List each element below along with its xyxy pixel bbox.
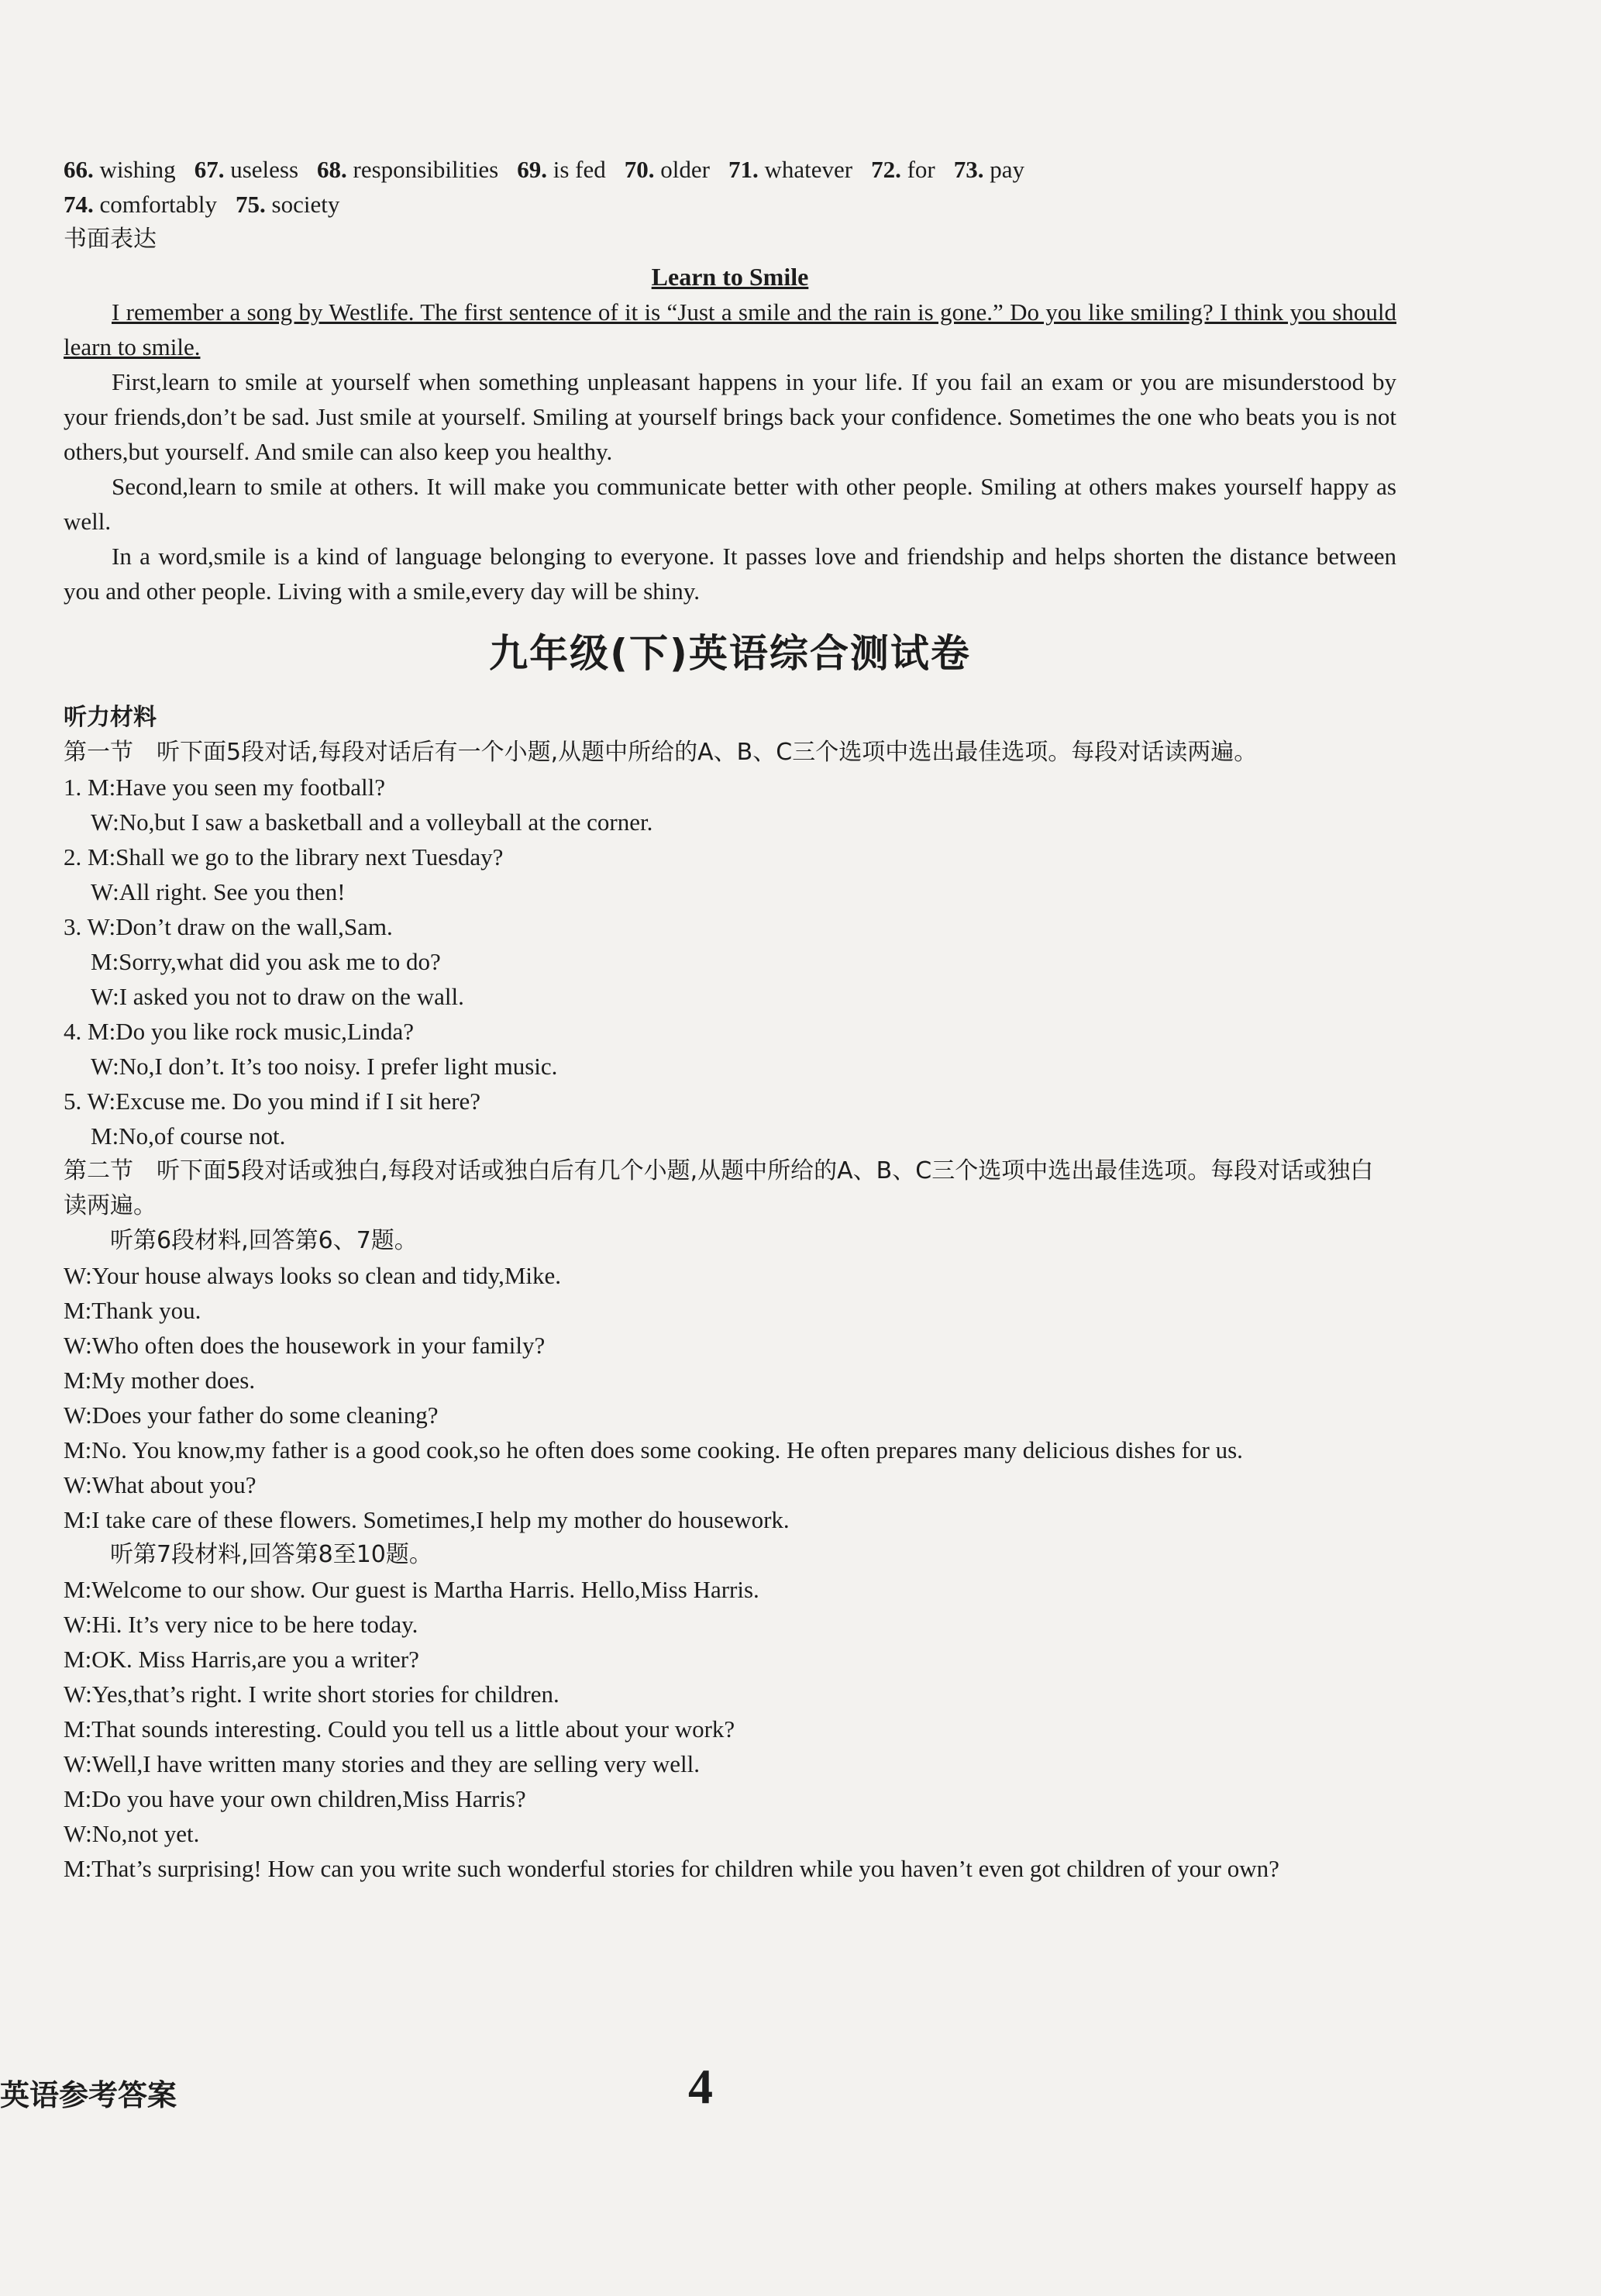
answer-row-1 bbox=[64, 152, 1396, 187]
dialogue-line: W:Yes,that’s right. I write short stories for children. bbox=[64, 1681, 559, 1708]
section-1-instructions: 第一节 听下面5段对话,每段对话后有一个小题,从题中所给的A、B、C三个选项中选出最佳选项。每段对话读两遍。 bbox=[64, 739, 1258, 766]
answer-number: 69. bbox=[517, 156, 547, 183]
answer-item bbox=[728, 156, 852, 183]
footer-label: 英语参考答案 bbox=[0, 2078, 177, 2112]
dialogue-line: W:I asked you not to draw on the wall. bbox=[91, 983, 464, 1010]
dialogue-line: M:My mother does. bbox=[64, 1367, 256, 1394]
answer-word: responsibilities bbox=[353, 156, 499, 183]
answer-word: wishing bbox=[99, 156, 176, 183]
dialogue-line: M:Thank you. bbox=[64, 1297, 201, 1324]
answer-item bbox=[317, 156, 498, 183]
dialogue-line: 2. M:Shall we go to the library next Tuesday? bbox=[64, 843, 504, 870]
section-2-instructions: 第二节 听下面5段对话或独白,每段对话或独白后有几个小题,从题中所给的A、B、C三个选项中选出最佳选项。每段对话或独白读两遍。 bbox=[64, 1157, 1374, 1219]
dialogue-line: M:That’s surprising! How can you write such wonderful stories for children while you haven’t even got children of your own? bbox=[64, 1855, 1279, 1882]
answer-item bbox=[64, 156, 176, 183]
material-7-note: 听第7段材料,回答第8至10题。 bbox=[110, 1541, 432, 1568]
material-6-dialogue bbox=[64, 1258, 1396, 1537]
answer-item bbox=[871, 156, 935, 183]
essay-paragraph-2: Second,learn to smile at others. It will make you communicate better with other people. Smiling at others makes yourself happy as well. bbox=[64, 473, 1396, 535]
answer-item bbox=[625, 156, 710, 183]
dialogue-line: W:All right. See you then! bbox=[91, 878, 346, 905]
answer-number: 68. bbox=[317, 156, 347, 183]
answer-number: 70. bbox=[624, 156, 655, 183]
answer-number: 72. bbox=[871, 156, 901, 183]
dialogue-line: 3. W:Don’t draw on the wall,Sam. bbox=[64, 913, 393, 940]
answer-word: is fed bbox=[553, 156, 606, 183]
answer-word: older bbox=[660, 156, 710, 183]
essay-paragraph-3: In a word,smile is a kind of language belonging to everyone. It passes love and friendship and helps shorten the distance between you and other people. Living with a smile,every day will be shiny. bbox=[64, 543, 1396, 605]
dialogue-line: W:Your house always looks so clean and tidy,Mike. bbox=[64, 1262, 562, 1289]
dialogue-line: 5. W:Excuse me. Do you mind if I sit here? bbox=[64, 1088, 481, 1115]
answer-number: 66. bbox=[64, 156, 94, 183]
dialogue-line: M:Welcome to our show. Our guest is Martha Harris. Hello,Miss Harris. bbox=[64, 1576, 759, 1603]
answer-word: useless bbox=[230, 156, 299, 183]
dialogue-line: M:Sorry,what did you ask me to do? bbox=[91, 948, 441, 975]
dialogue-line: W:No,not yet. bbox=[64, 1820, 200, 1847]
essay-title: Learn to Smile bbox=[651, 263, 809, 291]
page-content bbox=[64, 152, 1396, 1886]
answer-number: 73. bbox=[953, 156, 984, 183]
test-title: 九年级(下)英语综合测试卷 bbox=[489, 631, 971, 676]
answer-word: for bbox=[907, 156, 935, 183]
material-6-note: 听第6段材料,回答第6、7题。 bbox=[110, 1227, 418, 1254]
answer-word: whatever bbox=[764, 156, 853, 183]
dialogue-line: M:No,of course not. bbox=[91, 1122, 286, 1150]
answer-item bbox=[954, 156, 1024, 183]
dialogue-line: M:OK. Miss Harris,are you a writer? bbox=[64, 1646, 419, 1673]
answer-word: pay bbox=[990, 156, 1024, 183]
section-1-dialogues bbox=[64, 770, 1396, 1153]
dialogue-line: 4. M:Do you like rock music,Linda? bbox=[64, 1018, 414, 1045]
listening-heading: 听力材料 bbox=[64, 704, 157, 731]
essay bbox=[64, 260, 1396, 608]
answer-number: 67. bbox=[194, 156, 225, 183]
dialogue-line: 1. M:Have you seen my football? bbox=[64, 774, 385, 801]
dialogue-line: W:No,I don’t. It’s too noisy. I prefer light music. bbox=[91, 1053, 558, 1080]
answer-item bbox=[195, 156, 298, 183]
dialogue-line: M:I take care of these flowers. Sometimes,I help my mother do housework. bbox=[64, 1506, 790, 1533]
answer-number: 74. bbox=[64, 191, 94, 218]
dialogue-line: M:That sounds interesting. Could you tell us a little about your work? bbox=[64, 1715, 735, 1743]
answer-item bbox=[517, 156, 606, 183]
essay-intro: I remember a song by Westlife. The first sentence of it is “Just a smile and the rain is gone.” Do you like smiling? I think you should learn to smile. bbox=[64, 298, 1396, 360]
dialogue-line: W:Does your father do some cleaning? bbox=[64, 1401, 439, 1429]
page-number: 4 bbox=[688, 2059, 713, 2114]
essay-paragraph-1: First,learn to smile at yourself when something unpleasant happens in your life. If you fail an exam or you are misunderstood by your friends,don’t be sad. Just smile at yourself. Smiling at yourself brings back your confidence. Sometimes the one who beats you is not others,but yourself. And smile can also keep you healthy. bbox=[64, 368, 1396, 465]
answer-number: 75. bbox=[236, 191, 266, 218]
dialogue-line: W:Who often does the housework in your family? bbox=[64, 1332, 546, 1359]
answer-item bbox=[236, 191, 339, 218]
material-7-dialogue bbox=[64, 1572, 1396, 1886]
answer-row-2 bbox=[64, 187, 1396, 222]
answer-item bbox=[64, 191, 217, 218]
dialogue-line: W:Hi. It’s very nice to be here today. bbox=[64, 1611, 418, 1638]
dialogue-line: W:Well,I have written many stories and they are selling very well. bbox=[64, 1750, 701, 1777]
dialogue-line: W:What about you? bbox=[64, 1471, 257, 1498]
answer-word: society bbox=[271, 191, 340, 218]
answer-word: comfortably bbox=[99, 191, 218, 218]
answer-number: 71. bbox=[728, 156, 759, 183]
dialogue-line: M:No. You know,my father is a good cook,so he often does some cooking. He often prepares many delicious dishes for us. bbox=[64, 1436, 1243, 1463]
dialogue-line: M:Do you have your own children,Miss Harris? bbox=[64, 1785, 526, 1812]
dialogue-line: W:No,but I saw a basketball and a volleyball at the corner. bbox=[91, 808, 653, 836]
writing-label: 书面表达 bbox=[64, 226, 157, 253]
